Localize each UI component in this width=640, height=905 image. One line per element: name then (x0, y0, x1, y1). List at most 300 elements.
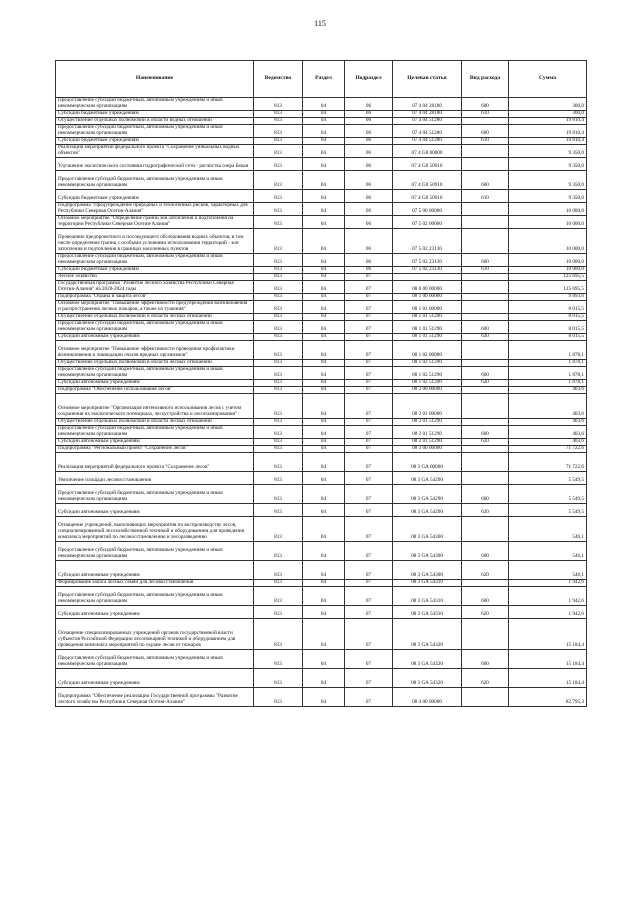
cell-name: Оснащение специализированных учреждений органов государственной власти субъектов Российской Федерации лесопожарной техникой и оборудованием для проведения комплекса мероприятий по охране лесов от пожаров (56, 619, 254, 650)
cell-name: Улучшение экологического состояния гидрографической сети - расчистка озера Бекан (56, 158, 254, 171)
cell-department: 813 (254, 517, 303, 542)
cell-subsection: 06 (345, 216, 393, 229)
cell-name: Подпрограмма "Обеспечение реализации Государственной программы "Развитие лесного хозяйства Республики Северная Осетия-Алания" (56, 688, 254, 707)
cell-expense-type (462, 446, 509, 453)
cell-section: 04 (303, 125, 345, 138)
cell-department: 813 (254, 171, 303, 190)
cell-target-item: 07 4 G8 50910 (393, 158, 462, 171)
cell-subsection: 06 (345, 111, 393, 118)
cell-subsection: 06 (345, 171, 393, 190)
table-row (56, 446, 587, 453)
table-row (56, 190, 587, 203)
cell-target-item: 08 3 GA 54320 (393, 650, 462, 669)
table-row (56, 387, 587, 394)
cell-amount: 1 878,1 (509, 341, 587, 360)
cell-expense-type: 610 (462, 267, 509, 274)
cell-name: Подпрограмма "Охрана и защита лесов" (56, 294, 254, 301)
cell-section: 04 (303, 158, 345, 171)
cell-subsection: 06 (345, 138, 393, 145)
cell-target-item: 07 5 02 23130 (393, 267, 462, 274)
cell-amount: 8 015,5 (509, 321, 587, 334)
cell-subsection: 07 (345, 619, 393, 650)
cell-amount: 1 942,6 (509, 580, 587, 587)
cell-expense-type: 610 (462, 138, 509, 145)
cell-section: 04 (303, 387, 345, 394)
cell-target-item: 07 5 02 23130 (393, 254, 462, 267)
table-row (56, 158, 587, 171)
cell-amount: 403,6 (509, 394, 587, 419)
cell-subsection: 06 (345, 229, 393, 254)
cell-name: Осуществление отдельных полномочий в области лесных отношений (56, 314, 254, 321)
cell-name: Субсидии бюджетным учреждениям (56, 111, 254, 118)
cell-section: 04 (303, 426, 345, 439)
cell-section: 04 (303, 341, 345, 360)
cell-expense-type (462, 301, 509, 314)
cell-expense-type (462, 314, 509, 321)
cell-name: Предоставление субсидий бюджетным, автономным учреждениям и иным некоммерческим организациям (56, 254, 254, 267)
cell-name: Субсидии бюджетным учреждениям (56, 267, 254, 274)
cell-section: 04 (303, 118, 345, 125)
column-header-target-item: Целевая статья (393, 61, 462, 98)
cell-subsection: 07 (345, 281, 393, 294)
cell-subsection: 07 (345, 301, 393, 314)
table-row (56, 587, 587, 606)
cell-name: Предоставление субсидий бюджетным, автономным учреждениям и иным некоммерческим организациям (56, 125, 254, 138)
cell-expense-type: 600 (462, 542, 509, 561)
cell-subsection: 07 (345, 367, 393, 380)
cell-subsection: 07 (345, 360, 393, 367)
cell-amount: 8 015,5 (509, 334, 587, 341)
cell-department: 813 (254, 334, 303, 341)
cell-expense-type: 600 (462, 485, 509, 504)
cell-section: 04 (303, 650, 345, 669)
cell-name: Предоставление субсидий бюджетным, автономным учреждениям и иным некоммерческим организациям (56, 587, 254, 606)
table-row (56, 321, 587, 334)
cell-target-item: 08 2 01 51290 (393, 419, 462, 426)
cell-amount: 5 549,5 (509, 485, 587, 504)
cell-amount: 1 878,1 (509, 380, 587, 387)
cell-section: 04 (303, 145, 345, 158)
cell-subsection: 07 (345, 606, 393, 619)
cell-expense-type: 620 (462, 439, 509, 446)
cell-name: Основное мероприятие "Повышение эффективности проведения профилактики возникновения и ликвидации очагов вредных организмов" (56, 341, 254, 360)
cell-name: Реализация мероприятий федерального проекта "Сохранение уникальных водных объектов" (56, 145, 254, 158)
cell-expense-type (462, 619, 509, 650)
cell-name: Субсидии бюджетным учреждениям (56, 190, 254, 203)
cell-name: Предоставление субсидий бюджетным, автономным учреждениям и иным некоммерческим организациям (56, 426, 254, 439)
page-number: 115 (314, 19, 326, 28)
cell-amount: 300,0 (509, 98, 587, 111)
cell-department: 813 (254, 561, 303, 580)
cell-subsection: 07 (345, 504, 393, 517)
cell-section: 04 (303, 485, 345, 504)
cell-target-item: 07 4 04 51280 (393, 125, 462, 138)
cell-subsection: 07 (345, 274, 393, 281)
column-header-name: Наименование (56, 61, 254, 98)
table-row (56, 334, 587, 341)
cell-section: 04 (303, 394, 345, 419)
table-row (56, 229, 587, 254)
cell-subsection: 07 (345, 650, 393, 669)
cell-target-item: 08 4 00 00000 (393, 688, 462, 707)
cell-department: 813 (254, 360, 303, 367)
cell-expense-type: 620 (462, 380, 509, 387)
cell-expense-type (462, 203, 509, 216)
cell-subsection: 07 (345, 334, 393, 341)
cell-department: 813 (254, 542, 303, 561)
cell-department: 813 (254, 504, 303, 517)
cell-name: Предоставление субсидий бюджетным, автономным учреждениям и иным некоммерческим организациям (56, 485, 254, 504)
cell-expense-type: 610 (462, 190, 509, 203)
cell-subsection: 07 (345, 321, 393, 334)
cell-section: 04 (303, 314, 345, 321)
cell-amount: 10 000,0 (509, 216, 587, 229)
cell-department: 813 (254, 125, 303, 138)
cell-expense-type (462, 294, 509, 301)
cell-expense-type: 600 (462, 650, 509, 669)
cell-department: 813 (254, 587, 303, 606)
column-header-section: Раздел (303, 61, 345, 98)
cell-expense-type (462, 453, 509, 472)
cell-name: Предоставление субсидий бюджетным, автономным учреждениям и иным некоммерческим организациям (56, 321, 254, 334)
cell-name: Оснащение учреждений, выполняющих мероприятия по воспроизводству лесов, специализированной лесохозяйственной техникой и оборудованием для проведения комплекса мероприятий по лесовосстановлению и лесоразведению (56, 517, 254, 542)
cell-target-item: 08 1 01 51290 (393, 314, 462, 321)
cell-subsection: 06 (345, 203, 393, 216)
cell-expense-type: 600 (462, 98, 509, 111)
cell-target-item (393, 274, 462, 281)
cell-target-item: 07 4 G8 00000 (393, 145, 462, 158)
cell-amount: 19 810,4 (509, 125, 587, 138)
cell-target-item: 08 1 02 51290 (393, 360, 462, 367)
cell-amount: 15 184,4 (509, 650, 587, 669)
cell-target-item: 08 3 GA 54300 (393, 517, 462, 542)
cell-name: Осуществление отдельных полномочий в области лесных отношений (56, 360, 254, 367)
cell-name: Увеличение площади лесовосстановления (56, 472, 254, 485)
cell-expense-type (462, 158, 509, 171)
cell-subsection: 07 (345, 542, 393, 561)
cell-target-item: 08 3 GA 54290 (393, 472, 462, 485)
cell-subsection: 07 (345, 517, 393, 542)
cell-department: 813 (254, 606, 303, 619)
cell-name: Субсидии автономным учреждениям (56, 561, 254, 580)
cell-department: 813 (254, 216, 303, 229)
cell-name: Основное мероприятие "Определение границ зон затопления и подтопления на территории Республики Северная Осетия-Алания" (56, 216, 254, 229)
cell-section: 04 (303, 203, 345, 216)
cell-amount: 403,6 (509, 419, 587, 426)
cell-section: 04 (303, 229, 345, 254)
cell-name: Субсидии автономным учреждениям (56, 334, 254, 341)
table-row (56, 394, 587, 419)
cell-subsection: 07 (345, 561, 393, 580)
cell-amount: 403,6 (509, 426, 587, 439)
cell-target-item: 08 1 00 00000 (393, 294, 462, 301)
cell-amount: 9 350,0 (509, 190, 587, 203)
table-row (56, 561, 587, 580)
cell-department: 813 (254, 321, 303, 334)
cell-subsection: 07 (345, 669, 393, 688)
cell-section: 04 (303, 669, 345, 688)
cell-target-item: 07 4 04 51280 (393, 118, 462, 125)
table-row (56, 254, 587, 267)
cell-target-item: 08 2 00 00000 (393, 387, 462, 394)
cell-section: 04 (303, 267, 345, 274)
cell-target-item: 08 3 GA 54320 (393, 619, 462, 650)
cell-expense-type (462, 341, 509, 360)
cell-department: 813 (254, 453, 303, 472)
cell-department: 813 (254, 394, 303, 419)
cell-target-item: 08 3 GA 54290 (393, 485, 462, 504)
table-row (56, 171, 587, 190)
cell-section: 04 (303, 380, 345, 387)
cell-target-item: 07 4 04 51280 (393, 138, 462, 145)
cell-expense-type: 600 (462, 125, 509, 138)
cell-amount: 403,6 (509, 387, 587, 394)
cell-department: 813 (254, 367, 303, 380)
table-row (56, 542, 587, 561)
cell-subsection: 06 (345, 118, 393, 125)
cell-subsection: 07 (345, 394, 393, 419)
cell-amount: 9 350,0 (509, 171, 587, 190)
cell-expense-type (462, 688, 509, 707)
cell-department: 813 (254, 580, 303, 587)
cell-subsection: 07 (345, 294, 393, 301)
cell-name: Государственная программа "Развитие лесного хозяйства Республики Северная Осетия-Алания" на 2020-2024 годы (56, 281, 254, 294)
cell-amount: 1 942,6 (509, 587, 587, 606)
cell-target-item: 08 2 01 00000 (393, 394, 462, 419)
cell-section: 04 (303, 580, 345, 587)
cell-department: 813 (254, 688, 303, 707)
cell-name: Субсидии автономным учреждениям (56, 439, 254, 446)
cell-subsection: 07 (345, 587, 393, 606)
table-header-row (56, 61, 587, 98)
cell-expense-type (462, 281, 509, 294)
cell-name: Предоставление субсидий бюджетным, автономным учреждениям и иным некоммерческим организациям (56, 367, 254, 380)
cell-subsection: 07 (345, 341, 393, 360)
cell-target-item: 08 1 01 00000 (393, 301, 462, 314)
cell-amount: 19 810,4 (509, 138, 587, 145)
cell-expense-type: 620 (462, 561, 509, 580)
cell-amount: 5 549,5 (509, 472, 587, 485)
cell-department: 813 (254, 341, 303, 360)
cell-amount: 1 942,6 (509, 606, 587, 619)
cell-amount: 9 350,0 (509, 145, 587, 158)
table-row (56, 517, 587, 542)
cell-name: Субсидии автономным учреждениям (56, 380, 254, 387)
cell-section: 04 (303, 190, 345, 203)
cell-expense-type (462, 360, 509, 367)
cell-subsection: 07 (345, 439, 393, 446)
cell-target-item: 08 3 00 00000 (393, 446, 462, 453)
cell-section: 04 (303, 274, 345, 281)
cell-target-item: 08 1 02 51290 (393, 367, 462, 380)
cell-name: Реализация мероприятий федерального проекта "Сохранение лесов" (56, 453, 254, 472)
cell-target-item: 08 1 01 51290 (393, 334, 462, 341)
table-row (56, 504, 587, 517)
cell-amount: 403,6 (509, 439, 587, 446)
cell-name: Подпрограмма "Предупреждение природных и техногенных рисков, характерных для Республики Северная Осетия-Алания" (56, 203, 254, 216)
cell-target-item: 07 5 00 00000 (393, 203, 462, 216)
table-row (56, 606, 587, 619)
cell-target-item: 08 3 GA 54300 (393, 542, 462, 561)
cell-name: Подпрограмма "Обеспечение использования лесов" (56, 387, 254, 394)
cell-amount: 19 810,4 (509, 118, 587, 125)
cell-expense-type (462, 580, 509, 587)
cell-expense-type: 600 (462, 587, 509, 606)
cell-department: 813 (254, 301, 303, 314)
cell-name: Предоставление субсидий бюджетным, автономным учреждениям и иным некоммерческим организациям (56, 650, 254, 669)
cell-section: 04 (303, 367, 345, 380)
cell-amount: 546,1 (509, 542, 587, 561)
table-row (56, 125, 587, 138)
cell-section: 04 (303, 360, 345, 367)
cell-amount: 125 695,5 (509, 274, 587, 281)
cell-section: 04 (303, 439, 345, 446)
cell-department: 813 (254, 387, 303, 394)
cell-section: 04 (303, 301, 345, 314)
cell-subsection: 06 (345, 254, 393, 267)
cell-name: Субсидии автономным учреждениям (56, 504, 254, 517)
cell-expense-type: 620 (462, 669, 509, 688)
cell-department: 813 (254, 98, 303, 111)
table-row (56, 341, 587, 360)
cell-section: 04 (303, 419, 345, 426)
cell-department: 813 (254, 650, 303, 669)
cell-amount: 9 893,6 (509, 294, 587, 301)
cell-target-item: 07 5 02 23130 (393, 229, 462, 254)
cell-expense-type (462, 274, 509, 281)
table-row (56, 453, 587, 472)
cell-department: 813 (254, 485, 303, 504)
cell-amount: 1 878,1 (509, 360, 587, 367)
cell-section: 04 (303, 619, 345, 650)
column-header-amount: Сумма (509, 61, 587, 98)
cell-expense-type: 600 (462, 426, 509, 439)
cell-target-item: 07 4 04 28180 (393, 111, 462, 118)
cell-amount: 546,1 (509, 517, 587, 542)
cell-department: 813 (254, 669, 303, 688)
cell-name: Предоставление субсидий бюджетным, автономным учреждениям и иным некоммерческим организациям (56, 98, 254, 111)
table-row (56, 281, 587, 294)
cell-amount: 71 722,6 (509, 453, 587, 472)
cell-name: Основное мероприятие "Повышение эффективности предупреждения возникновения и распространения лесных пожаров, а также их тушения" (56, 301, 254, 314)
table-row (56, 426, 587, 439)
cell-name: Субсидии бюджетным учреждениям (56, 138, 254, 145)
cell-name: Осуществление отдельных полномочий в области лесных отношений (56, 419, 254, 426)
cell-department: 813 (254, 439, 303, 446)
cell-target-item: 08 3 GA 54310 (393, 587, 462, 606)
cell-expense-type: 600 (462, 254, 509, 267)
cell-expense-type (462, 387, 509, 394)
cell-amount: 9 350,0 (509, 158, 587, 171)
cell-department: 813 (254, 190, 303, 203)
cell-amount: 8 015,5 (509, 314, 587, 321)
cell-section: 04 (303, 453, 345, 472)
cell-amount: 82 795,3 (509, 688, 587, 707)
cell-expense-type (462, 394, 509, 419)
cell-target-item: 08 0 00 00000 (393, 281, 462, 294)
cell-department: 813 (254, 472, 303, 485)
cell-expense-type (462, 517, 509, 542)
cell-subsection: 07 (345, 580, 393, 587)
cell-subsection: 06 (345, 190, 393, 203)
cell-expense-type: 600 (462, 367, 509, 380)
budget-table (55, 60, 587, 707)
cell-department: 813 (254, 229, 303, 254)
cell-department: 813 (254, 314, 303, 321)
cell-target-item: 08 2 01 51290 (393, 426, 462, 439)
cell-section: 04 (303, 517, 345, 542)
cell-expense-type: 600 (462, 171, 509, 190)
cell-department: 813 (254, 118, 303, 125)
cell-name: Проведение предпроектного и последующего обследования водных объектов, в том числе определение границ с особыми условиями использования территорий - зон затопления и подтопления в границах населенных пунктов (56, 229, 254, 254)
table-row (56, 145, 587, 158)
cell-section: 04 (303, 216, 345, 229)
column-header-expense-type: Вид расхода (462, 61, 509, 98)
cell-expense-type (462, 472, 509, 485)
table-row (56, 485, 587, 504)
table-row (56, 472, 587, 485)
cell-amount: 125 695,5 (509, 281, 587, 294)
cell-subsection: 07 (345, 419, 393, 426)
cell-amount: 5 549,5 (509, 504, 587, 517)
cell-department: 813 (254, 267, 303, 274)
cell-subsection: 07 (345, 446, 393, 453)
cell-amount: 10 000,0 (509, 254, 587, 267)
table-row (56, 203, 587, 216)
cell-name: Предоставление субсидий бюджетным, автономным учреждениям и иным некоммерческим организациям (56, 171, 254, 190)
cell-section: 04 (303, 561, 345, 580)
cell-subsection: 07 (345, 472, 393, 485)
cell-amount: 10 000,0 (509, 203, 587, 216)
cell-amount: 15 184,4 (509, 669, 587, 688)
cell-department: 813 (254, 619, 303, 650)
table-row (56, 619, 587, 650)
cell-section: 04 (303, 321, 345, 334)
cell-target-item: 08 3 GA 54320 (393, 669, 462, 688)
cell-expense-type (462, 229, 509, 254)
cell-target-item: 07 4 G8 50910 (393, 190, 462, 203)
cell-amount: 546,1 (509, 561, 587, 580)
cell-expense-type (462, 145, 509, 158)
cell-name: Субсидии автономным учреждениям (56, 669, 254, 688)
cell-subsection: 06 (345, 145, 393, 158)
cell-subsection: 07 (345, 380, 393, 387)
cell-amount: 300,0 (509, 111, 587, 118)
cell-department: 813 (254, 158, 303, 171)
cell-target-item: 08 3 GA 54290 (393, 504, 462, 517)
cell-target-item: 07 4 G8 50910 (393, 171, 462, 190)
table-row (56, 580, 587, 587)
cell-subsection: 06 (345, 267, 393, 274)
table-row (56, 650, 587, 669)
cell-name: Предоставление субсидий бюджетным, автономным учреждениям и иным некоммерческим организациям (56, 542, 254, 561)
table-row (56, 688, 587, 707)
cell-subsection: 06 (345, 158, 393, 171)
cell-subsection: 06 (345, 125, 393, 138)
cell-department: 813 (254, 254, 303, 267)
cell-department: 813 (254, 281, 303, 294)
cell-department: 813 (254, 145, 303, 158)
cell-subsection: 07 (345, 387, 393, 394)
cell-name: Субсидии автономным учреждениям (56, 606, 254, 619)
cell-name: Лесное хозяйство (56, 274, 254, 281)
cell-expense-type (462, 419, 509, 426)
cell-subsection: 07 (345, 453, 393, 472)
cell-expense-type (462, 216, 509, 229)
cell-name: Осуществление отдельных полномочий в области водных отношений (56, 118, 254, 125)
cell-section: 04 (303, 606, 345, 619)
cell-section: 04 (303, 688, 345, 707)
